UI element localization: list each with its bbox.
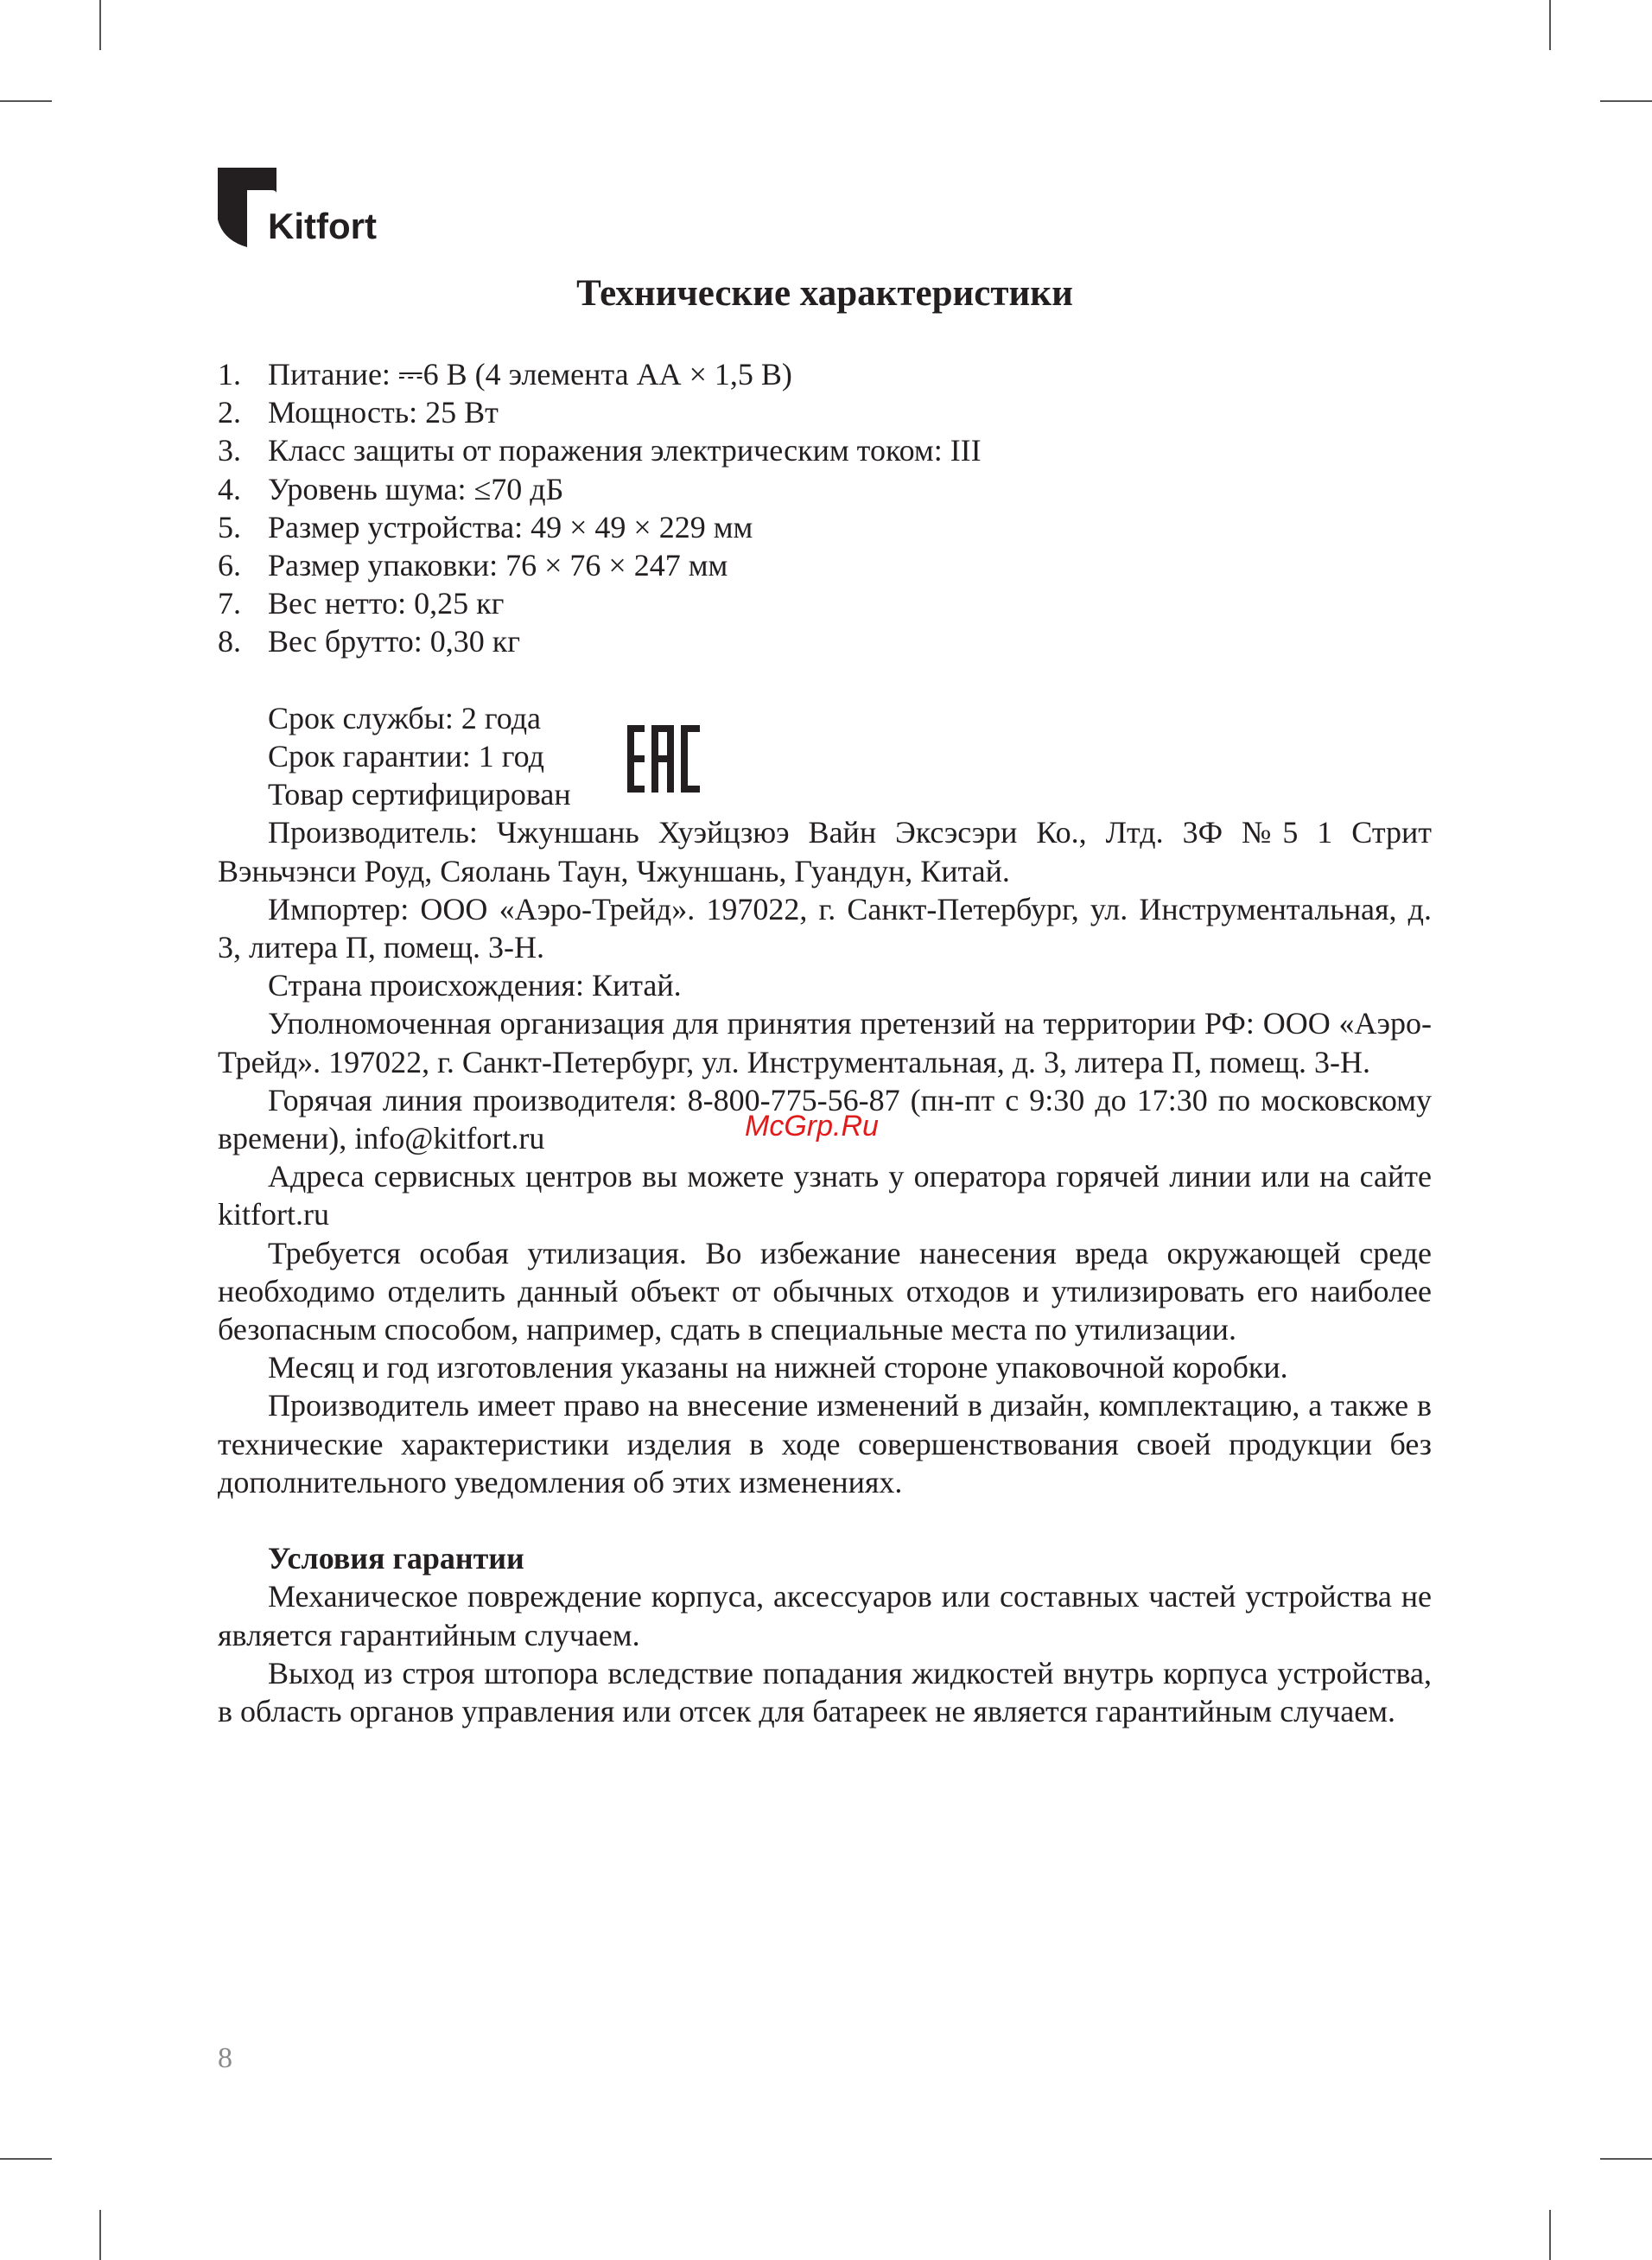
list-item-text: Вес нетто: 0,25 кг — [268, 586, 505, 621]
list-item — [218, 431, 1432, 469]
warranty-paragraph-2: Выход из строя штопора вследствие попадания жидкостей внутрь корпуса устройства, в область органов управления или отсек для батареек не является гарантийным случаем. — [218, 1655, 1432, 1729]
list-item-number: 6. — [218, 548, 241, 583]
list-item-number: 7. — [218, 586, 241, 621]
page-title: Технические характеристики — [576, 273, 1073, 314]
list-item — [218, 393, 1432, 431]
hotline-paragraph: Горячая линия производителя: 8-800-775-56-87 (пн-пт с 9:30 до 17:30 по московскому времени), info@kitfort.ru — [218, 1082, 1432, 1156]
list-item-text: Размер упаковки: 76 × 76 × 247 мм — [268, 548, 728, 583]
changes-paragraph: Производитель имеет право на внесение изменений в дизайн, комплектацию, а также в технические характеристики изделия в ходе совершенствования своей продукции без дополнительного уведомления об этих изменениях. — [218, 1388, 1432, 1499]
crop-mark-bottom-right-v — [1549, 2210, 1551, 2260]
crop-mark-top-right-v — [1549, 0, 1551, 50]
list-item — [218, 584, 1432, 622]
kitfort-logo — [218, 168, 382, 250]
list-item-number: 1. — [218, 357, 241, 392]
list-item-number: 3. — [218, 433, 241, 468]
service-life: Срок службы: 2 года — [268, 700, 542, 735]
list-item-text: Размер устройства: 49 × 49 × 229 мм — [268, 509, 753, 544]
manufacturer-paragraph: Производитель: Чжуншань Хуэйцзюэ Вайн Эксэсэри Ко., Лтд. 3Ф №5 1 Стрит Вэньчэнси Роуд, Сяолань Таун, Чжуншань, Гуандун, Китай. — [218, 815, 1432, 888]
page-number: 8 — [218, 2042, 232, 2074]
crop-mark-bottom-left-v — [99, 2210, 101, 2260]
list-item-text: Уровень шума: ≤70 дБ — [268, 471, 564, 506]
list-item-text: Питание: ⎓6 В (4 элемента АА × 1,5 В) — [268, 357, 792, 392]
importer-paragraph: Импортер: ООО «Аэро-Трейд». 197022, г. Санкт-Петербург, ул. Инструментальная, д. 3, литера П, помещ. 3-Н. — [218, 891, 1432, 965]
list-item — [218, 508, 1432, 546]
origin-paragraph: Страна происхождения: Китай. — [268, 968, 682, 1003]
certification-line — [218, 775, 1432, 813]
crop-mark-top-left-h — [0, 100, 52, 102]
watermark: McGrp.Ru — [745, 1110, 879, 1143]
crop-mark-bottom-left-h — [0, 2158, 52, 2160]
warranty-heading: Условия гарантии — [268, 1541, 524, 1576]
list-item-number: 4. — [218, 471, 241, 506]
list-item-number: 2. — [218, 395, 241, 430]
spacer — [218, 1501, 1432, 1539]
list-item-text: Мощность: 25 Вт — [268, 395, 499, 430]
list-item-number: 5. — [218, 509, 241, 544]
document-body — [218, 264, 1432, 1730]
list-item — [218, 546, 1432, 584]
authorized-organization-paragraph: Уполномоченная организация для принятия претензий на территории РФ: ООО «Аэро-Трейд». 197022, г. Санкт-Петербург, ул. Инструментальная, д. 3, литера П, помещ. 3-Н. — [218, 1006, 1432, 1079]
list-item — [218, 355, 1432, 393]
warranty-paragraph-1: Механическое повреждение корпуса, аксессуаров или составных частей устройства не является гарантийным случаем. — [218, 1579, 1432, 1652]
crop-mark-top-left-v — [99, 0, 101, 50]
spacer — [218, 661, 1432, 699]
warranty-period: Срок гарантии: 1 год — [268, 739, 544, 774]
eac-mark-icon — [626, 722, 702, 796]
list-item — [218, 470, 1432, 508]
disposal-paragraph: Требуется особая утилизация. Во избежание нанесения вреда окружающей среде необходимо отделить данный объект от обычных отходов и утилизировать его наиболее безопасным способом, например, сдать в специальные места по утилизации. — [218, 1235, 1432, 1347]
list-item-text: Вес брутто: 0,30 кг — [268, 624, 520, 659]
logo-text: Kitfort — [268, 206, 377, 246]
crop-mark-bottom-right-h — [1600, 2158, 1652, 2160]
certified-text: Товар сертифицирован — [268, 777, 571, 812]
list-item — [218, 622, 1432, 660]
specs-list — [218, 355, 1432, 661]
list-item-text: Класс защиты от поражения электрическим током: III — [268, 433, 982, 468]
list-item-number: 8. — [218, 624, 241, 659]
service-centers-paragraph: Адреса сервисных центров вы можете узнать у оператора горячей линии или на сайте kitfort.ru — [218, 1159, 1432, 1232]
crop-mark-top-right-h — [1600, 100, 1652, 102]
manufacture-date-paragraph: Месяц и год изготовления указаны на нижней стороне упаковочной коробки. — [268, 1350, 1288, 1385]
